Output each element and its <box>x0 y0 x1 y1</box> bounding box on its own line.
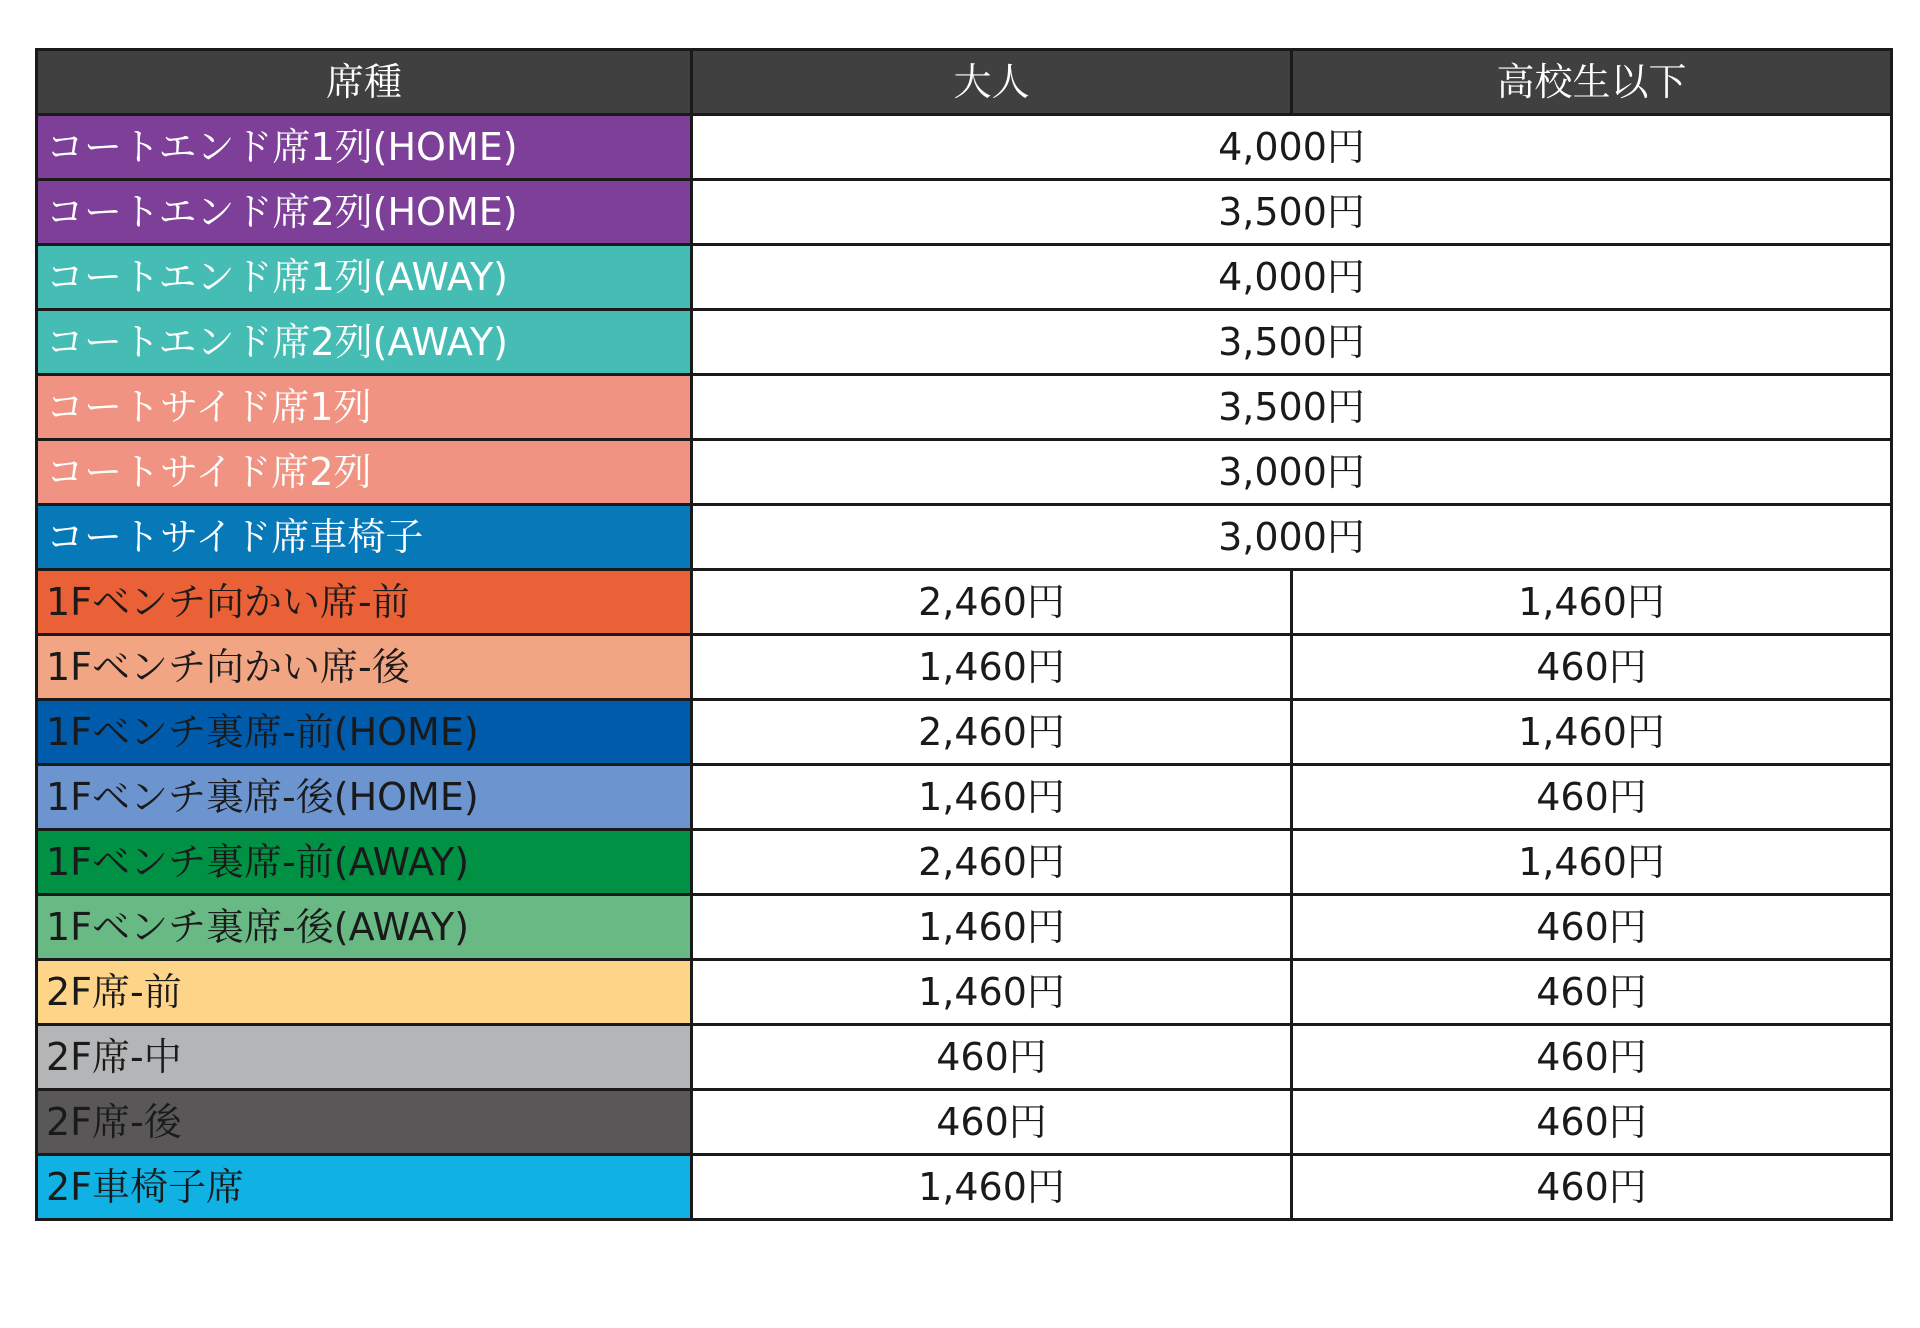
table-row <box>37 1090 1892 1155</box>
student-price-cell: 1,460円 <box>1292 830 1892 895</box>
seat-type-cell: コートサイド席1列 <box>37 375 692 440</box>
table-row <box>37 180 1892 245</box>
seat-type-cell: コートサイド席車椅子 <box>37 505 692 570</box>
adult-price-cell: 1,460円 <box>692 635 1292 700</box>
table-row <box>37 570 1892 635</box>
table-row <box>37 765 1892 830</box>
price-table-body <box>37 115 1892 1220</box>
header-adult: 大人 <box>692 50 1292 115</box>
seat-type-cell: 2F席-前 <box>37 960 692 1025</box>
seat-type-cell: コートエンド席1列(AWAY) <box>37 245 692 310</box>
student-price-cell: 460円 <box>1292 1025 1892 1090</box>
student-price-cell: 460円 <box>1292 635 1892 700</box>
seat-type-cell: 2F席-中 <box>37 1025 692 1090</box>
table-row <box>37 830 1892 895</box>
table-row <box>37 960 1892 1025</box>
table-row <box>37 635 1892 700</box>
common-price-cell: 3,000円 <box>692 440 1892 505</box>
table-row <box>37 1155 1892 1220</box>
seat-price-table <box>35 48 1893 1221</box>
student-price-cell: 1,460円 <box>1292 570 1892 635</box>
seat-type-cell: 1Fベンチ向かい席-後 <box>37 635 692 700</box>
header-row <box>37 50 1892 115</box>
adult-price-cell: 1,460円 <box>692 1155 1292 1220</box>
seat-type-cell: 1Fベンチ裏席-後(AWAY) <box>37 895 692 960</box>
table-row <box>37 245 1892 310</box>
adult-price-cell: 460円 <box>692 1090 1292 1155</box>
adult-price-cell: 2,460円 <box>692 570 1292 635</box>
table-row <box>37 375 1892 440</box>
common-price-cell: 4,000円 <box>692 245 1892 310</box>
table-row <box>37 700 1892 765</box>
adult-price-cell: 1,460円 <box>692 895 1292 960</box>
table-row <box>37 115 1892 180</box>
table-row <box>37 440 1892 505</box>
seat-type-cell: コートサイド席2列 <box>37 440 692 505</box>
adult-price-cell: 2,460円 <box>692 830 1292 895</box>
header-student: 高校生以下 <box>1292 50 1892 115</box>
common-price-cell: 3,500円 <box>692 375 1892 440</box>
table-row <box>37 505 1892 570</box>
common-price-cell: 3,500円 <box>692 310 1892 375</box>
seat-type-cell: 2F車椅子席 <box>37 1155 692 1220</box>
student-price-cell: 460円 <box>1292 1155 1892 1220</box>
seat-type-cell: 1Fベンチ裏席-後(HOME) <box>37 765 692 830</box>
common-price-cell: 3,000円 <box>692 505 1892 570</box>
adult-price-cell: 1,460円 <box>692 960 1292 1025</box>
common-price-cell: 3,500円 <box>692 180 1892 245</box>
student-price-cell: 460円 <box>1292 765 1892 830</box>
adult-price-cell: 460円 <box>692 1025 1292 1090</box>
student-price-cell: 1,460円 <box>1292 700 1892 765</box>
header-seat-type: 席種 <box>37 50 692 115</box>
table-row <box>37 310 1892 375</box>
seat-type-cell: 1Fベンチ裏席-前(HOME) <box>37 700 692 765</box>
student-price-cell: 460円 <box>1292 1090 1892 1155</box>
adult-price-cell: 1,460円 <box>692 765 1292 830</box>
seat-type-cell: コートエンド席2列(AWAY) <box>37 310 692 375</box>
seat-type-cell: 2F席-後 <box>37 1090 692 1155</box>
seat-type-cell: コートエンド席2列(HOME) <box>37 180 692 245</box>
table-row <box>37 1025 1892 1090</box>
common-price-cell: 4,000円 <box>692 115 1892 180</box>
student-price-cell: 460円 <box>1292 895 1892 960</box>
seat-type-cell: 1Fベンチ裏席-前(AWAY) <box>37 830 692 895</box>
seat-type-cell: コートエンド席1列(HOME) <box>37 115 692 180</box>
seat-type-cell: 1Fベンチ向かい席-前 <box>37 570 692 635</box>
table-row <box>37 895 1892 960</box>
adult-price-cell: 2,460円 <box>692 700 1292 765</box>
student-price-cell: 460円 <box>1292 960 1892 1025</box>
